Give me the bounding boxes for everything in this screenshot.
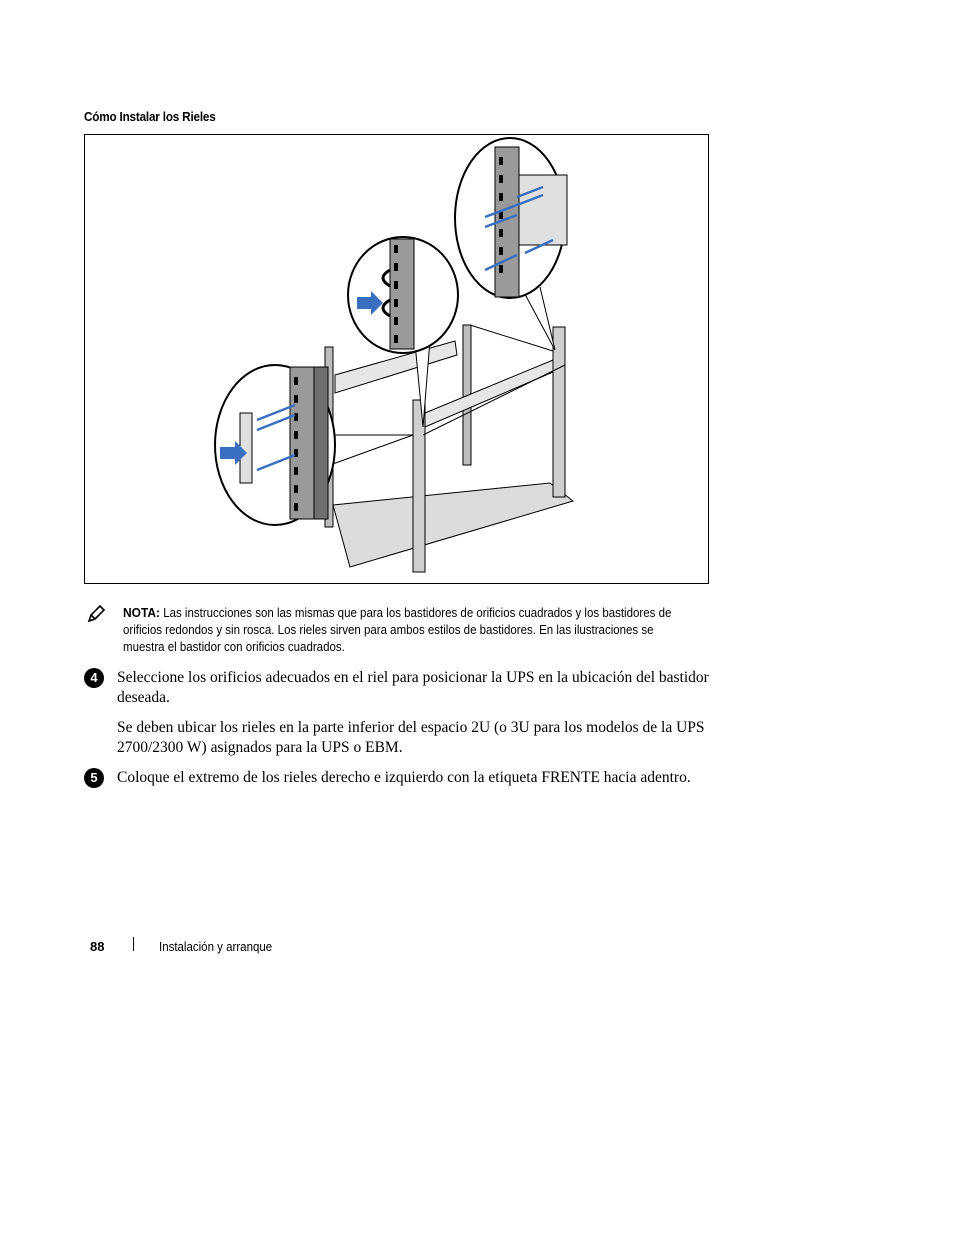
figure-frame bbox=[84, 134, 709, 584]
note-block bbox=[123, 604, 686, 656]
callout-pointer-bottom-left bbox=[325, 435, 413, 465]
note-text: Las instrucciones son las mismas que para los bastidores de orificios cuadrados y los bastidores de orificios redondos y sin rosca. Los rieles sirven para ambos estilos de bastidores. En las ilustraciones se muestra el bastidor con orificios cuadrados. bbox=[123, 606, 672, 654]
rail-installation-illustration bbox=[85, 135, 708, 583]
step-4-badge: 4 bbox=[84, 668, 104, 688]
pencil-icon bbox=[86, 604, 106, 624]
rail-front bbox=[425, 360, 553, 427]
step-4-text: Seleccione los orificios adecuados en el riel para posicionar la UPS en la ubicación del bastidor deseada. bbox=[117, 669, 709, 706]
step-5-text: Coloque el extremo de los rieles derecho e izquierdo con la etiqueta FRENTE hacia adentro. bbox=[117, 769, 691, 786]
page-number: 88 bbox=[90, 939, 105, 954]
rack-post-front-right bbox=[553, 327, 565, 497]
note-label: NOTA: bbox=[123, 605, 160, 620]
footer-section-title: Instalación y arranque bbox=[159, 940, 273, 954]
footer-divider bbox=[133, 937, 134, 951]
step-5-badge: 5 bbox=[84, 768, 104, 788]
figure-title: Cómo Instalar los Rieles bbox=[84, 109, 216, 124]
step-4-extra-text: Se deben ubicar los rieles en la parte inferior del espacio 2U (o 3U para los modelos de la UPS 2700/2300 W) asignados para la UPS o EBM. bbox=[117, 719, 705, 756]
rack-floor bbox=[333, 483, 573, 567]
